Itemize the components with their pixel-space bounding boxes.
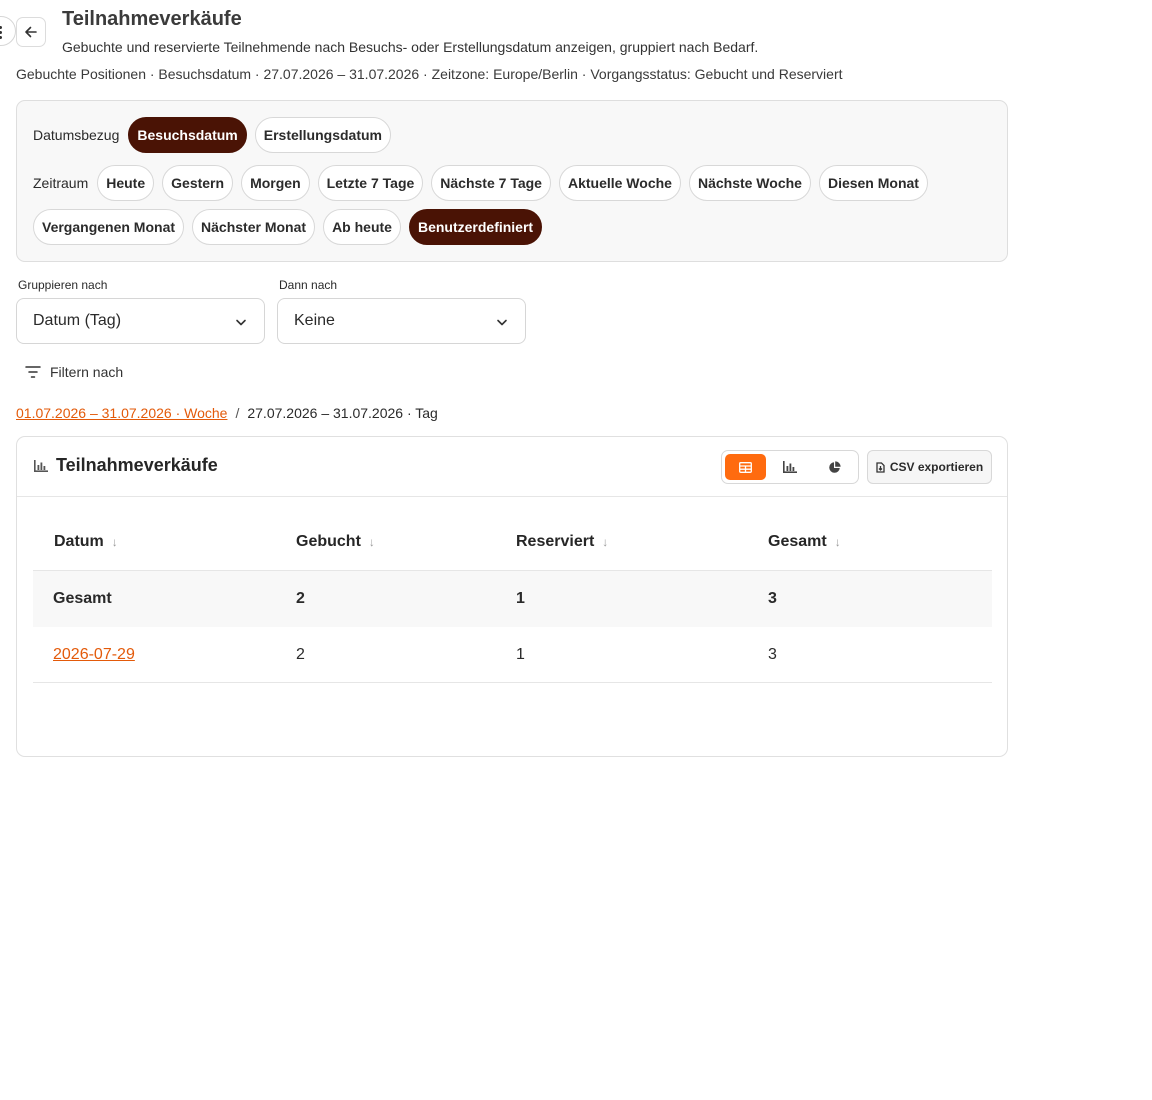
breadcrumb-separator: / [235,405,240,421]
then-by-label: Dann nach [279,278,338,292]
bar-chart-icon [34,460,48,472]
column-header-gebucht[interactable] [296,533,375,551]
breadcrumb-current: 27.07.2026 – 31.07.2026 · Tag [247,405,438,421]
chip-letzte-7-tage[interactable]: Letzte 7 Tage [318,165,424,201]
table-icon [739,462,752,473]
breadcrumb-parent-link[interactable]: 01.07.2026 – 31.07.2026 · Woche [16,405,228,421]
column-header-label: Gesamt [768,533,827,550]
chip-benutzerdefiniert[interactable]: Benutzerdefiniert [409,209,542,245]
column-header-reserviert[interactable] [516,533,608,551]
view-toggle [721,450,859,484]
sort-arrow-icon: ↓ [834,535,841,549]
sort-arrow-icon: ↓ [368,535,375,549]
sort-arrow-icon: ↓ [111,535,118,549]
chip-naechste-7-tage[interactable]: Nächste 7 Tage [431,165,551,201]
gesamt-cell: 3 [768,646,777,663]
total-gesamt-cell: 3 [768,590,777,607]
chevron-down-icon [495,315,509,329]
group-by-label: Gruppieren nach [18,278,108,292]
chip-aktuelle-woche[interactable]: Aktuelle Woche [559,165,681,201]
pie-chart-icon [828,461,841,474]
chevron-down-icon [234,315,248,329]
chip-gestern[interactable]: Gestern [162,165,233,201]
filter-lines-icon [24,365,42,379]
period-row-continued [33,209,542,245]
report-title-text: Teilnahmeverkäufe [56,455,218,475]
drag-dots-icon [0,26,2,38]
period-label: Zeitraum [33,175,89,191]
gebucht-cell: 2 [296,646,305,663]
date-filter-panel [16,100,1008,262]
total-gebucht-cell: 2 [296,590,305,607]
column-header-gesamt[interactable] [768,533,841,551]
chip-vergangenen-monat[interactable]: Vergangenen Monat [33,209,184,245]
chip-diesen-monat[interactable]: Diesen Monat [819,165,928,201]
period-row [33,165,928,201]
page-title: Teilnahmeverkäufe [62,8,242,30]
total-label-cell: Gesamt [53,590,112,607]
column-header-datum[interactable] [54,533,118,551]
then-by-select[interactable] [277,298,526,344]
date-reference-row [33,117,391,153]
table-view-button[interactable] [725,454,766,480]
column-header-label: Gebucht [296,533,361,550]
bar-chart-icon [783,461,797,473]
file-icon [876,462,885,473]
table-header [33,513,992,571]
report-title [34,455,218,476]
filter-by-toggle[interactable] [24,364,123,380]
then-by-value: Keine [294,312,335,329]
bar-view-button[interactable] [770,454,811,480]
sort-arrow-icon: ↓ [602,535,609,549]
page-subtitle: Gebuchte und reservierte Teilnehmende nach Besuchs- oder Erstellungsdatum anzeigen, gruppiert nach Bedarf. [62,39,759,55]
date-reference-label: Datumsbezug [33,127,120,143]
back-button[interactable] [16,17,46,47]
report-card [16,436,1008,757]
chip-erstellungsdatum[interactable]: Erstellungsdatum [255,117,391,153]
filter-by-label: Filtern nach [50,364,124,380]
chip-naechste-woche[interactable]: Nächste Woche [689,165,811,201]
report-meta-summary: Gebuchte Positionen · Besuchsdatum · 27.07.2026 – 31.07.2026 · Zeitzone: Europe/Berlin · Vorgangsstatus: Gebucht und Reserviert [16,66,843,82]
csv-export-button[interactable] [867,450,992,484]
report-header [17,437,1007,497]
chip-morgen[interactable]: Morgen [241,165,310,201]
chip-ab-heute[interactable]: Ab heute [323,209,401,245]
group-by-value: Datum (Tag) [33,312,122,329]
breadcrumb [16,405,438,421]
arrow-left-icon [23,24,39,40]
chip-besuchsdatum[interactable]: Besuchsdatum [128,117,246,153]
table-total-row [33,571,992,627]
group-by-select[interactable] [16,298,265,344]
date-link-cell[interactable]: 2026-07-29 [53,646,135,663]
chip-heute[interactable]: Heute [97,165,154,201]
report-table [33,513,992,683]
reserviert-cell: 1 [516,646,525,663]
table-row [33,627,992,683]
csv-export-label: CSV exportieren [889,460,984,474]
column-header-label: Reserviert [516,533,595,550]
total-reserviert-cell: 1 [516,590,525,607]
column-header-label: Datum [54,533,104,550]
pie-view-button[interactable] [814,454,855,480]
chip-naechster-monat[interactable]: Nächster Monat [192,209,315,245]
panel-handle[interactable] [0,16,16,46]
